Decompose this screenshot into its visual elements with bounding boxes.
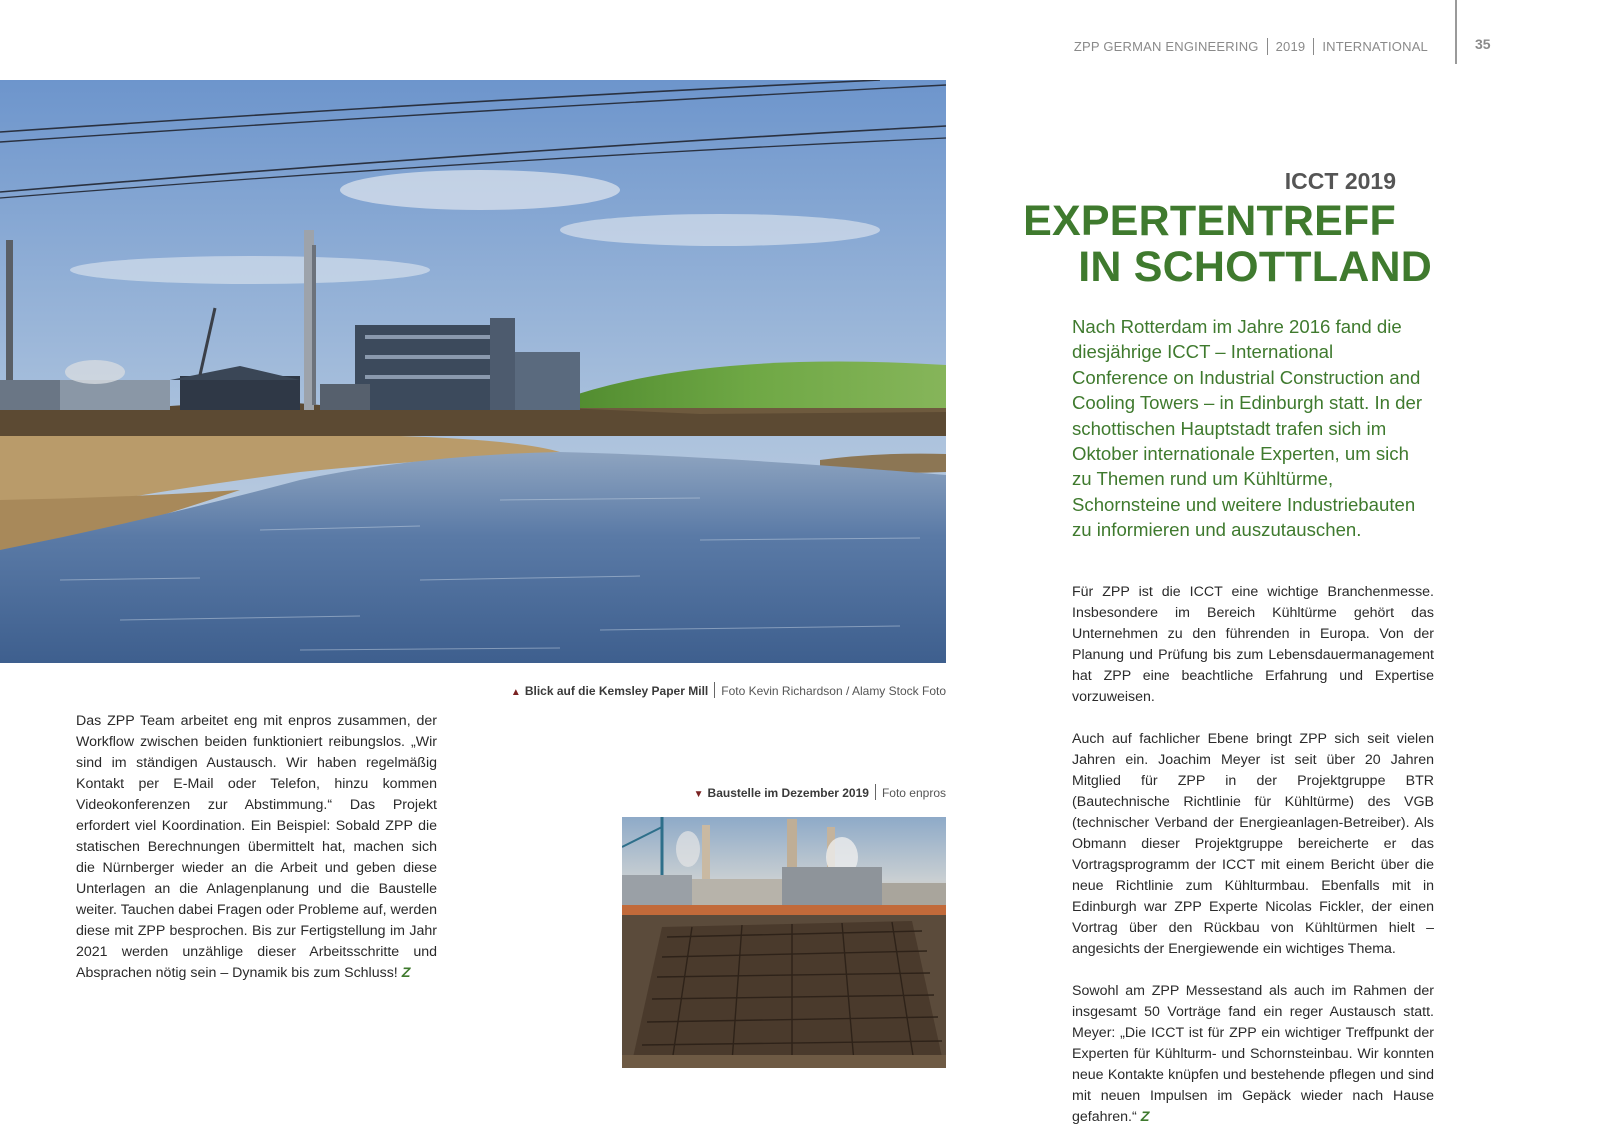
construction-site-photo [622, 817, 946, 1068]
article-lead: Nach Rotterdam im Jahre 2016 fand die diesjährige ICCT – International Conference on Industrial Construction and Cooling Towers – in Edinburgh statt. In der schottischen Hauptstadt trafen sich im Oktober internationale Experten, um sich zu Themen rund um Kühltürme, Schornsteine und weitere Industriebauten zu informieren und auszutauschen. [1072, 316, 1423, 541]
article-paragraph-text: Sowohl am ZPP Messestand als auch im Rahmen der insgesamt 50 Vorträge fand ein reger Austausch statt. Meyer: „Die ICCT ist für ZPP ein wichtiger Treffpunkt der Experten für Kühlturm- und Schornsteinbau. Wir konnten neue Kontakte knüpfen und bestehende pflegen und sind mit neuen Impulsen im Gepäck wieder nach Hause gefahren.“ [1072, 983, 1434, 1125]
left-body-text: Das ZPP Team arbeitet eng mit enpros zusammen, der Workflow zwischen beiden funktioniert reibungslos. „Wir sind im ständigen Austausch. Wir haben regelmäßig Kontakt per E-Mail oder Telefon, hinzu kommen Videokonferenzen zur Abstimmung.“ Das Projekt erfordert viel Koordination. Ein Beispiel: Sobald ZPP die statischen Berechnungen übermittelt hat, machen sich die Nürnberger wieder an die Arbeit und geben diese Unterlagen an die Anlagenplanung und die Baustelle weiter. Tauchen dabei Fragen oder Probleme auf, werden diese mit ZPP besprochen. Bis zur Fertigstellung im Jahr 2021 werden unzählige dieser Arbeitsschritte und Absprachen nötig sein – Dynamik bis zum Schluss! [76, 713, 437, 981]
article-title [1000, 198, 1432, 290]
running-header [1074, 38, 1428, 55]
article-body [1072, 582, 1434, 1132]
article-title-line-2: IN SCHOTTLAND [1078, 243, 1432, 291]
article-paragraph: Für ZPP ist die ICCT eine wichtige Branchenmesse. Insbesondere im Bereich Kühltürme gehört das Unternehmen zu den führenden in Europa. Von der Planung und Prüfung bis zum Lebensdauermanagement hat ZPP eine beachtliche Erfahrung und Expertise vorzuweisen. [1072, 584, 1434, 705]
article-paragraph [1072, 981, 1434, 1128]
article-paragraph: Auch auf fachlicher Ebene bringt ZPP sich seit vielen Jahren ein. Joachim Meyer ist seit über 20 Jahren Mitglied für ZPP in der Projektgruppe BTR (Bautechnische Richtlinie für Kühltürme) des VGB (technischer Verband der Energieanlagen-Betreiber). Als Obmann dieser Projektgruppe bereicherte er das Vortragsprogramm der ICCT mit einem Bericht über die neue Richtlinie zum Kühlturmbau. Ebenfalls mit in Edinburgh war ZPP Experte Nicolas Fickler, der einen Vortrag über den Rückbau von Kühltürmen hielt – angesichts der Energiewende ein wichtiges Thema. [1072, 731, 1434, 957]
publication-name: ZPP GERMAN ENGINEERING [1073, 39, 1259, 54]
caption-divider [875, 784, 876, 800]
zpp-end-mark-icon: Z [401, 965, 411, 981]
caption-up-arrow-icon: ▲ [510, 687, 521, 698]
caption-credit: Foto Kevin Richardson / Alamy Stock Foto [721, 684, 946, 698]
caption-divider [714, 682, 715, 698]
article-title-line-1: EXPERTENTREFF [1023, 197, 1396, 245]
left-column-text [76, 711, 437, 984]
kemsley-paper-mill-photo [0, 80, 946, 663]
site-photo-caption [694, 784, 946, 800]
caption-credit: Foto enpros [881, 786, 946, 800]
header-divider [1267, 38, 1268, 55]
article-kicker: ICCT 2019 [1284, 168, 1396, 194]
caption-down-arrow-icon: ▼ [693, 789, 704, 800]
header-vertical-rule [1455, 0, 1457, 64]
main-photo-caption [511, 682, 946, 698]
caption-title: Baustelle im Dezember 2019 [707, 786, 869, 800]
header-divider [1313, 38, 1314, 55]
caption-title: Blick auf die Kemsley Paper Mill [524, 684, 709, 698]
zpp-end-mark-icon: Z [1140, 1109, 1150, 1125]
section-name: INTERNATIONAL [1322, 39, 1428, 54]
page-number: 35 [1475, 36, 1491, 52]
publication-year: 2019 [1275, 39, 1306, 54]
